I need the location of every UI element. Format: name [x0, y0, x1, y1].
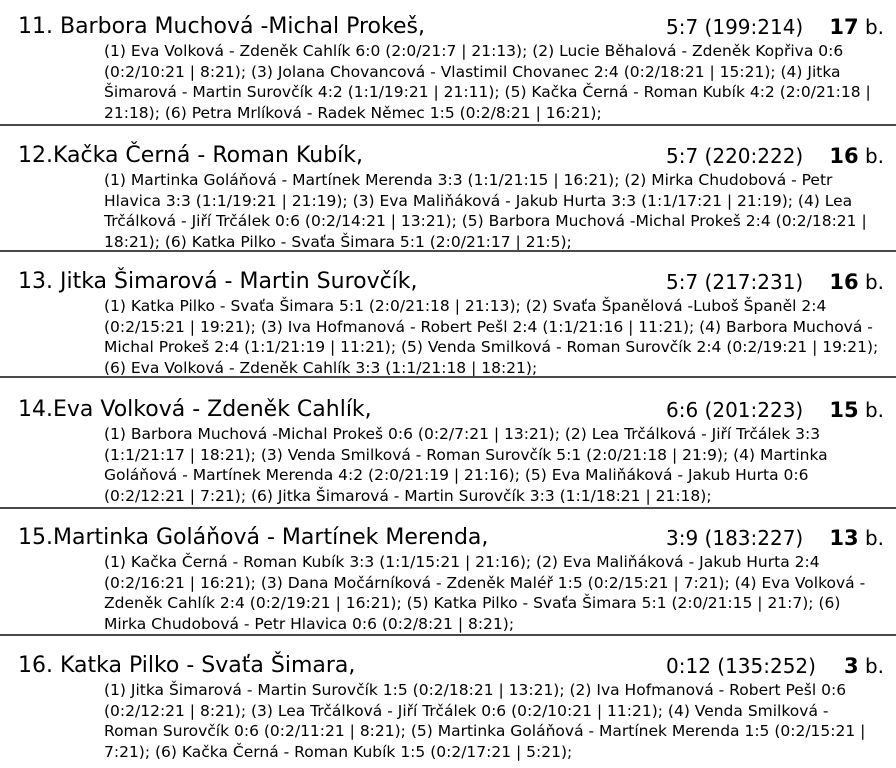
points-value: 3	[843, 654, 859, 678]
team-points	[829, 142, 884, 170]
team-score: 6:6 (201:223)	[666, 398, 804, 422]
team-name: 11. Barbora Muchová -Michal Prokeš,	[18, 14, 425, 39]
points-suffix: b.	[864, 270, 884, 294]
points-value: 17	[829, 15, 859, 39]
team-points	[829, 13, 884, 41]
points-value: 16	[829, 144, 859, 168]
points-value: 16	[829, 270, 859, 294]
points-value: 15	[829, 398, 859, 422]
team-name: 12.Kačka Černá - Roman Kubík,	[18, 143, 364, 168]
match-results: (1) Jitka Šimarová - Martin Surovčík 1:5 (0:2/18:21 | 13:21); (2) Iva Hofmanová - Robert Pešl 0:6 (0:2/12:21 | 8:21); (3) Lea Trčálková - Jiří Trčálek 0:6 (0:2/10:21 | 11:21); (4) Venda Smilková - Roman Surovčík 0:6 (0:2/11:21 | 8:21); (5) Martinka Goláňová - Martínek Merenda 1:5 (0:2/15:21 | 7:21); (6) Kačka Černá - Roman Kubík 1:5 (0:2/17:21 | 5:21);	[104, 681, 866, 761]
divider	[0, 634, 896, 636]
match-results: (1) Katka Pilko - Svaťa Šimara 5:1 (2:0/21:18 | 21:13); (2) Svaťa Španělová -Luboš Španěl 2:4 (0:2/15:21 | 19:21); (3) Iva Hofmanová - Robert Pešl 2:4 (1:1/21:16 | 11:21); (4) Barbora Muchová -Michal Prokeš 2:4 (1:1/21:19 | 11:21); (5) Venda Smilková - Roman Surovčík 2:4 (0:2/19:21 | 19:21); (6) Eva Volková - Zdeněk Cahlík 3:3 (1:1/21:18 | 18:21);	[104, 297, 879, 377]
points-suffix: b.	[864, 526, 884, 550]
team-points	[829, 524, 884, 552]
team-points	[844, 652, 884, 680]
match-results: (1) Eva Volková - Zdeněk Cahlík 6:0 (2:0/21:7 | 21:13); (2) Lucie Běhalová - Zdeněk Kopřiva 0:6 (0:2/10:21 | 8:21); (3) Jolana Chovancová - Vlastimil Chovanec 2:4 (0:2/18:21 | 15:21); (4) Jitka Šimarová - Martin Surovčík 4:2 (1:1/19:21 | 21:11); (5) Kačka Černá - Roman Kubík 4:2 (2:0/21:18 | 21:18); (6) Petra Mrlíková - Radek Němec 1:5 (0:2/8:21 | 16:21);	[104, 42, 871, 122]
team-name: 16. Katka Pilko - Svaťa Šimara,	[18, 653, 356, 678]
team-score: 5:7 (199:214)	[666, 15, 804, 39]
points-suffix: b.	[864, 654, 884, 678]
divider	[0, 507, 896, 509]
match-results: (1) Kačka Černá - Roman Kubík 3:3 (1:1/15:21 | 21:16); (2) Eva Maliňáková - Jakub Hurta 2:4 (0:2/16:21 | 16:21); (3) Dana Močárníková - Zdeněk Maléř 1:5 (0:2/15:21 | 7:21); (4) Eva Volková - Zdeněk Cahlík 2:4 (0:2/19:21 | 16:21); (5) Katka Pilko - Svaťa Šimara 5:1 (2:0/21:15 | 21:7); (6) Mirka Chudobová - Petr Hlavica 0:6 (0:2/8:21 | 8:21);	[104, 553, 866, 633]
match-results: (1) Martinka Goláňová - Martínek Merenda 3:3 (1:1/21:15 | 16:21); (2) Mirka Chudobová - Petr Hlavica 3:3 (1:1/19:21 | 21:19); (3) Eva Maliňáková - Jakub Hurta 3:3 (1:1/17:21 | 21:19); (4) Lea Trčálková - Jiří Trčálek 0:6 (0:2/14:21 | 13:21); (5) Barbora Muchová -Michal Prokeš 2:4 (0:2/18:21 | 18:21); (6) Katka Pilko - Svaťa Šimara 5:1 (2:0/21:17 | 21:5);	[104, 171, 867, 251]
divider	[0, 376, 896, 378]
points-suffix: b.	[864, 398, 884, 422]
divider	[0, 250, 896, 252]
team-score: 3:9 (183:227)	[666, 526, 804, 550]
team-score: 0:12 (135:252)	[666, 654, 816, 678]
team-points	[829, 396, 884, 424]
team-score: 5:7 (217:231)	[666, 270, 804, 294]
divider	[0, 124, 896, 126]
points-suffix: b.	[864, 144, 884, 168]
team-name: 15.Martinka Goláňová - Martínek Merenda,	[18, 525, 489, 550]
match-results: (1) Barbora Muchová -Michal Prokeš 0:6 (0:2/7:21 | 13:21); (2) Lea Trčálková - Jiří Trčálek 3:3 (1:1/21:17 | 18:21); (3) Venda Smilková - Roman Surovčík 5:1 (2:0/21:18 | 21:9); (4) Martinka Goláňová - Martínek Merenda 4:2 (2:0/21:19 | 21:16); (5) Eva Maliňáková - Jakub Hurta 0:6 (0:2/12:21 | 7:21); (6) Jitka Šimarová - Martin Surovčík 3:3 (1:1/18:21 | 21:18);	[104, 425, 828, 505]
points-suffix: b.	[864, 15, 884, 39]
team-points	[829, 268, 884, 296]
team-name: 14.Eva Volková - Zdeněk Cahlík,	[18, 397, 372, 422]
team-score: 5:7 (220:222)	[666, 144, 804, 168]
points-value: 13	[829, 526, 859, 550]
team-name: 13. Jitka Šimarová - Martin Surovčík,	[18, 269, 418, 294]
